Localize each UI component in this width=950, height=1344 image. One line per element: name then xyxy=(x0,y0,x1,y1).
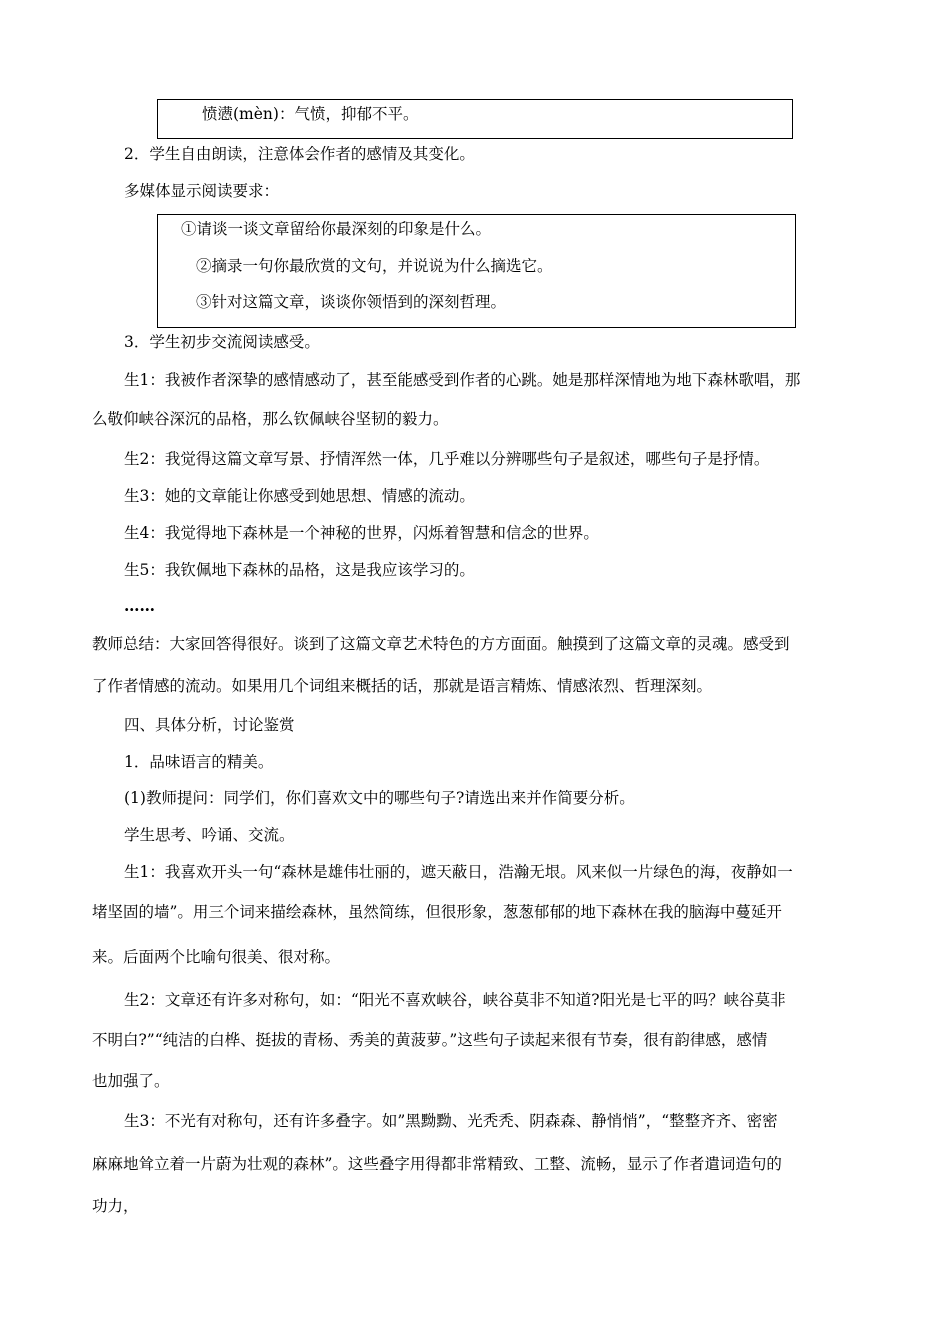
step-3: 3．学生初步交流阅读感受。 xyxy=(124,333,320,351)
student-response-1a: 生1：我被作者深挚的感情感动了，甚至能感受到作者的心跳。她是那样深情地为地下森林歌唱，那 xyxy=(124,371,801,389)
teacher-question-1: (1)教师提问：同学们，你们喜欢文中的哪些句子?请选出来并作简要分析。 xyxy=(124,789,635,807)
requirement-2: ②摘录一句你最欣赏的文句，并说说为什么摘选它。 xyxy=(196,257,553,275)
item-1: 1．品味语言的精美。 xyxy=(124,753,274,771)
analysis-2b: 不明白?”“纯洁的白桦、挺拔的青杨、秀美的黄菠萝。”这些句子读起来很有节奏，很有韵律感，感情 xyxy=(92,1031,768,1049)
analysis-1c: 来。后面两个比喻句很美、很对称。 xyxy=(92,948,341,966)
analysis-1b: 堵坚固的墙”。用三个词来描绘森林，虽然简练，但很形象，葱葱郁郁的地下森林在我的脑海中蔓延开 xyxy=(92,903,782,921)
multimedia-intro: 多媒体显示阅读要求： xyxy=(124,182,280,200)
student-response-4: 生4：我觉得地下森林是一个神秘的世界，闪烁着智慧和信念的世界。 xyxy=(124,524,599,542)
analysis-3a: 生3：不光有对称句，还有许多叠字。如”黑黝黝、光秃秃、阴森森、静悄悄”，“整整齐齐、密密 xyxy=(124,1112,778,1130)
analysis-3b: 麻麻地耸立着一片蔚为壮观的森林”。这些叠字用得都非常精致、工整、流畅，显示了作者遣词造句的 xyxy=(92,1155,782,1173)
student-response-2: 生2：我觉得这篇文章写景、抒情浑然一体，几乎难以分辨哪些句子是叙述，哪些句子是抒情。 xyxy=(124,450,770,468)
requirement-3: ③针对这篇文章，谈谈你领悟到的深刻哲理。 xyxy=(196,293,507,311)
ellipsis: …… xyxy=(124,596,155,615)
student-response-5: 生5：我钦佩地下森林的品格，这是我应该学习的。 xyxy=(124,561,475,579)
analysis-2c: 也加强了。 xyxy=(92,1072,170,1090)
teacher-summary-a: 教师总结：大家回答得很好。谈到了这篇文章艺术特色的方方面面。触摸到了这篇文章的灵魂。感受到 xyxy=(92,635,790,653)
analysis-1a: 生1：我喜欢开头一句“森林是雄伟壮丽的，遮天蔽日，浩瀚无垠。风来似一片绿色的海，夜静如一 xyxy=(124,863,793,881)
student-response-1b: 么敬仰峡谷深沉的品格，那么钦佩峡谷坚韧的毅力。 xyxy=(92,410,449,428)
teacher-summary-b: 了作者情感的流动。如果用几个词组来概括的话，那就是语言精炼、情感浓烈、哲理深刻。 xyxy=(92,677,713,695)
analysis-3c: 功力， xyxy=(92,1197,139,1215)
step-2: 2．学生自由朗读，注意体会作者的感情及其变化。 xyxy=(124,145,475,163)
definition-text: 愤懑(mèn)：气愤，抑郁不平。 xyxy=(202,105,419,123)
analysis-2a: 生2：文章还有许多对称句，如：“阳光不喜欢峡谷，峡谷莫非不知道?阳光是七平的吗？峡谷莫非 xyxy=(124,991,786,1009)
student-response-3: 生3：她的文章能让你感受到她思想、情感的流动。 xyxy=(124,487,475,505)
requirement-1: ①请谈一谈文章留给你最深刻的印象是什么。 xyxy=(181,220,492,238)
student-activity: 学生思考、吟诵、交流。 xyxy=(124,826,295,844)
section-4-heading: 四、具体分析，讨论鉴赏 xyxy=(124,716,295,734)
